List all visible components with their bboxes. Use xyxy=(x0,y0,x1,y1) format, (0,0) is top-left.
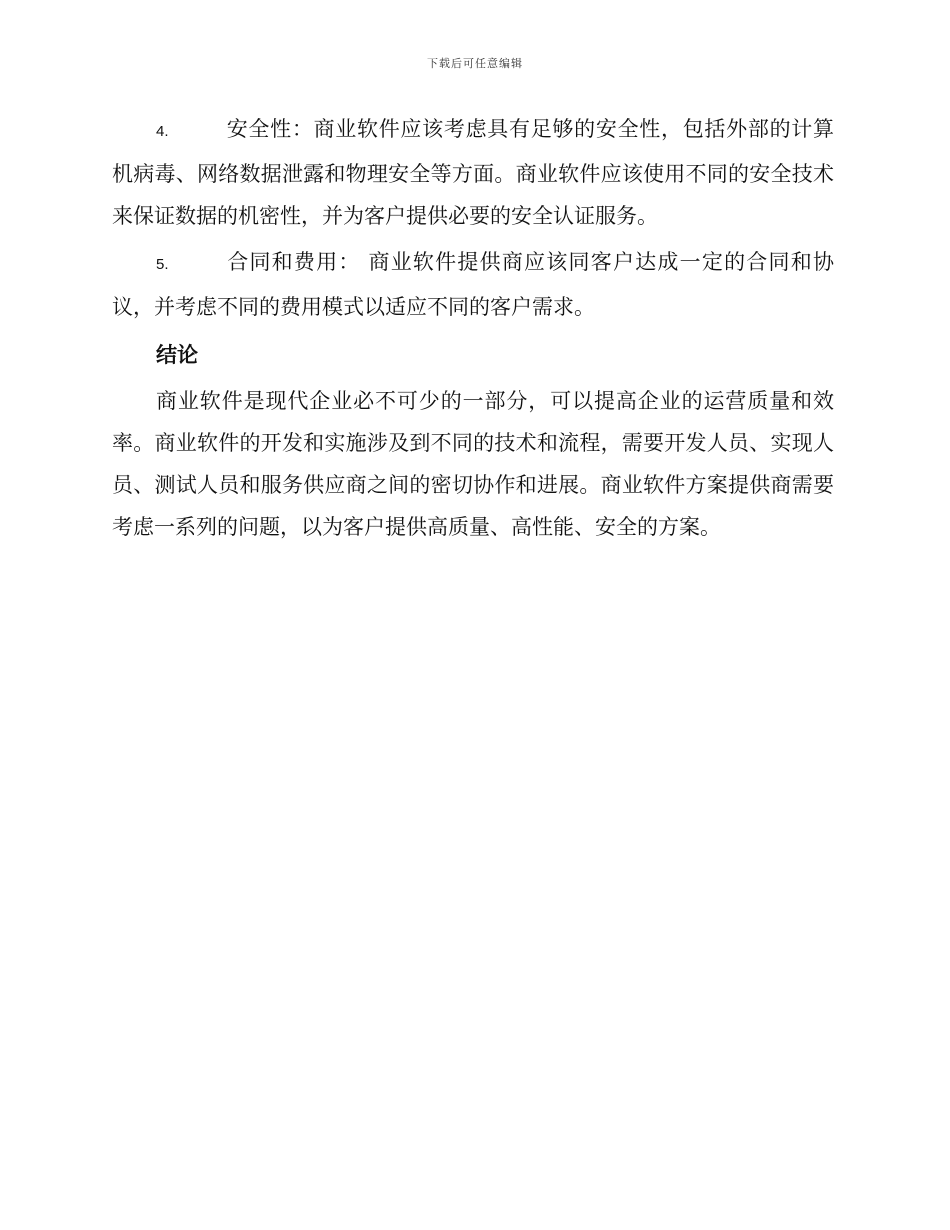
list-item-security xyxy=(112,108,834,237)
list-item-text: 合同和费用： 商业软件提供商应该同客户达成一定的合同和协议，并考虑不同的费用模式以适应不同的客户需求。 xyxy=(112,250,834,319)
list-item-number: 5. xyxy=(156,256,169,273)
section-heading-conclusion: 结论 xyxy=(156,343,198,367)
list-item-contract xyxy=(112,241,834,328)
conclusion-paragraph: 商业软件是现代企业必不可少的一部分，可以提高企业的运营质量和效率。商业软件的开发和实施涉及到不同的技术和流程，需要开发人员、实现人员、测试人员和服务供应商之间的密切协作和进展。商业软件方案提供商需要考虑一系列的问题，以为客户提供高质量、高性能、安全的方案。 xyxy=(112,389,834,539)
page-header: 下载后可任意编辑 xyxy=(427,57,523,70)
document-body xyxy=(112,108,834,548)
list-item-text: 安全性：商业软件应该考虑具有足够的安全性，包括外部的计算机病毒、网络数据泄露和物理安全等方面。商业软件应该使用不同的安全技术来保证数据的机密性，并为客户提供必要的安全认证服务。 xyxy=(112,117,834,228)
list-item-number: 4. xyxy=(156,123,169,140)
